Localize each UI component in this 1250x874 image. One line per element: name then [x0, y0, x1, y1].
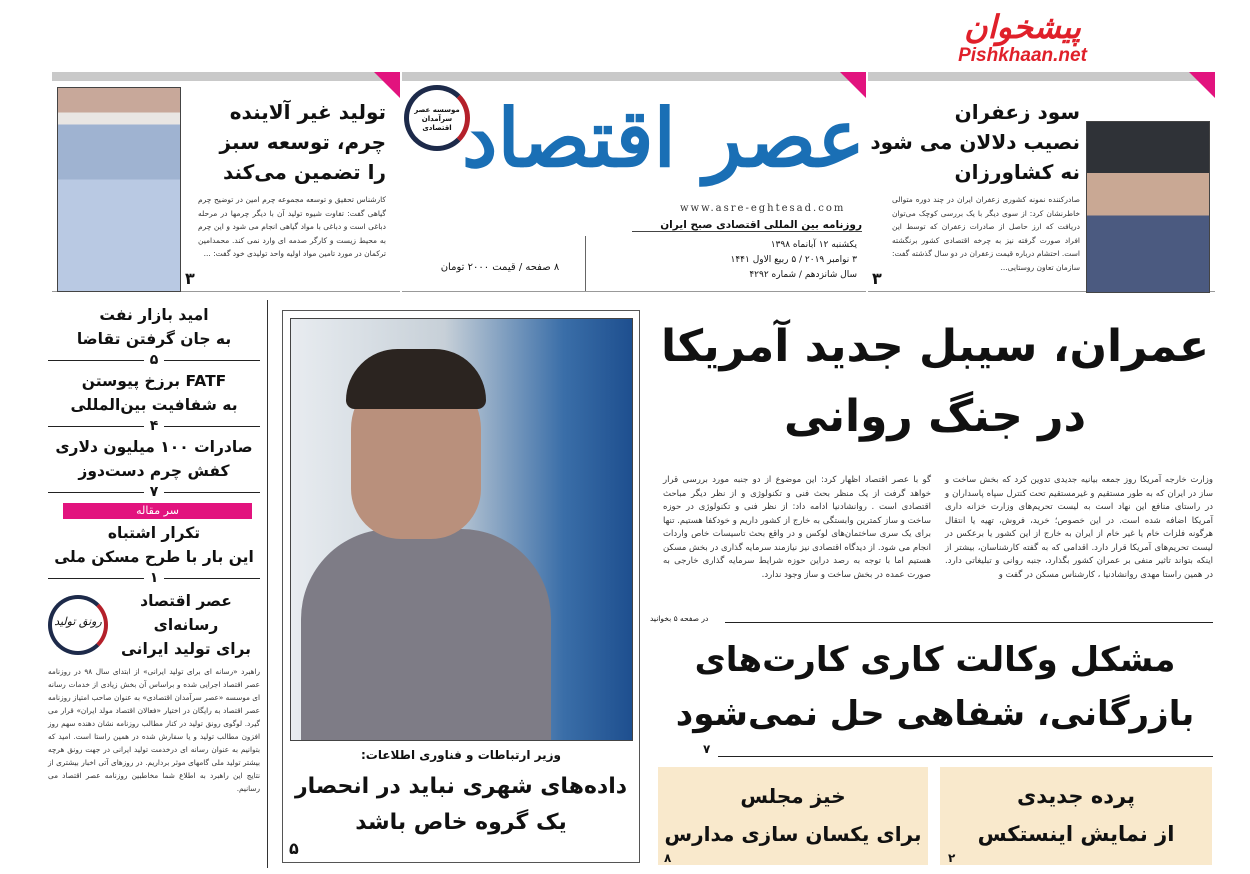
rooneq-tolid-seal-icon: رونق تولید — [48, 595, 108, 655]
feature-body: راهبرد «رسانه ای برای تولید ایرانی» از ابتدای سال ۹۸ در روزنامه عصر اقتصاد اجرایی شده و براساس آن بخش زیادی از خدمات رسانه ای موسسه «عصر سرآمدان اقتصادی» به عنوان صاحب امتیاز روزنامه عصر اقتصاد به رایگان در اختیار «فعالان اقتصاد مولد ایران» قرار می گیرد. لوگوی رونق تولید در کنار مطالب روزنامه نشان دهنده سهم روز افزون مطالب تولید و یا سفارش شده در همین راستا است. امید که بتوانیم به عنوان رسانه ای درخدمت تولید ایرانی در جهت رونق هرچه بیشتر تولید ملی گامهای موثر برداریم. در روزهای آتی اخبار بیشتری از نتایج این راهبرد به اطلاع شما مخاطبین روزنامه عصر اقتصاد می رسانیم. — [48, 667, 260, 793]
editorial-item[interactable]: تکرار اشتباه این بار با طرح مسکن ملی ۱ — [48, 521, 260, 587]
page-number: ۳ — [872, 269, 882, 288]
editorial-label: سر مقاله — [63, 503, 252, 519]
price: ۸ صفحه / قیمت ۲۰۰۰ تومان — [440, 262, 560, 273]
sidebar-item[interactable]: FATF برزخ پیوستن به شفافیت بین‌المللی ۴ — [48, 369, 260, 435]
minister-photo — [290, 318, 633, 741]
kicker: وزیر ارتباطات و فناوری اطلاعات: — [360, 748, 562, 762]
portrait-photo — [1086, 121, 1210, 293]
portrait-photo — [57, 87, 181, 292]
sidebar — [48, 303, 260, 795]
page-number: ۵ — [289, 839, 299, 858]
second-headline[interactable]: مشکل وکالت کاری کارت‌های بازرگانی، شفاهی حل نمی‌شود — [675, 640, 1195, 734]
watermark-en: Pishkhaan.net — [958, 45, 1087, 66]
page-number: ۷ — [703, 742, 711, 756]
lead-column-left: گو با عصر اقتصاد اظهار کرد: این موضوع از دو جنبه مورد بررسی قرار خواهد گرفت از یک منظر بحث فنی و تکنولوژی و از نظر دیگر مباحث اقتصادی است . روانشادنیا ادامه داد: از نظر فنی و تکنولوژی در حوزه ساخت و ساز کمترین وابستگی به خارج از کشور داریم و خودکفا هستیم. تنها برای یک سری ساختمان‌های لوکس و در واقع بحث تاسیسات خاص واردات انجام می شود. از دیدگاه اقتصادی نیز نیازمند سرمایه گذاری در بخش مسکن هستیم اما با توجه به رصد دراین حوزه شرایط سرمایه گذاری خارجی به صورت عمده در بخش ساخت و ساز وجود ندارد. — [663, 475, 931, 580]
continue-link[interactable]: در صفحه ۵ بخوانید — [650, 614, 709, 623]
lead-column-right: وزارت خارجه آمریکا روز جمعه بیانیه جدیدی تدوین کرد که بخش ساخت و ساز در ایران که به طور مستقیم و غیرمستقیم تحت کنترل سپاه پاسداران و در راستای منافع این نهاد است به لیست تحریم‌های وزارت خزانه داری آمریکا اضافه شده است. در این خصوص؛ خرید، فروش، تهیه یا انتقال هرگونه فلزات خام یا غیر خام از ایران به خارج از این کشور یا برعکس در لیست تحریم‌های آمریکا قرار دارد. اقدامی که به گفته کارشناسان، بیشتر از اینکه بتواند تاثیر منفی بر عمران کشور بگذارد، جنبه روانی و تبلیغاتی دارد. در همین راستا مهدی روانشادنیا ، کارشناس مسکن در گفت و — [945, 475, 1213, 580]
feature-head[interactable]: عصر اقتصاد رسانه‌ای برای تولید ایرانی رونق تولید — [48, 589, 260, 661]
headline: سود زعفران نصیب دلالان می شود نه کشاورزان — [870, 100, 1080, 184]
teaser-top-left[interactable] — [52, 72, 400, 292]
teaser-body: صادرکننده نمونه کشوری زعفران ایران در چند دوره متوالی خاطرنشان کرد: از سوی دیگر با یک بررسی کوچک می‌توان دریافت که ارز حاصل از صادرات زعفران که توسط این افراد صورت گرفته نیز به چرخه اقتصادی کشور برنگشته است. احتشام درباره قیمت زعفران در دو سال گذشته گفت: سازمان تعاون روستایی... — [892, 195, 1080, 272]
headline: تولید غیر آلاینده چرم، توسعه سبز را تضمین می‌کند — [219, 100, 386, 184]
box-majlis[interactable]: خیز مجلس برای یکسان سازی مدارس ۸ — [658, 767, 928, 865]
date-block: یکشنبه ۱۲ آبانماه ۱۳۹۸ ۳ نوامبر ۲۰۱۹ / ۵ ربیع الاول ۱۴۴۱ سال شانزدهم / شماره ۴۲۹۲ — [730, 240, 857, 280]
sidebar-item[interactable]: صادرات ۱۰۰ میلیون دلاری کفش چرم دست‌دوز ۷ — [48, 435, 260, 501]
photo-story[interactable] — [282, 310, 640, 863]
teaser-top-right[interactable] — [868, 72, 1215, 292]
seal-icon: موسسه عصر سرآمدان اقتصادی — [404, 85, 470, 151]
watermark-fa: پیشخوان — [964, 8, 1081, 46]
sidebar-item[interactable]: امید بازار نفت به جان گرفتن تقاضا ۵ — [48, 303, 260, 369]
page-number: ۳ — [185, 269, 195, 288]
tagline: روزنامه بین المللی اقتصادی صبح ایران — [632, 219, 862, 232]
teaser-body: کارشناس تحقیق و توسعه مجموعه چرم امین در توضیح چرم گیاهی گفت: تفاوت شیوه تولید آن با دیگر چرمها در مرحله دباغی است و دباغی با مواد گیاهی انجام می شود و این چرم به محیط زیست و کارگر صدمه ای وارد نمی کند. محمدامین ترکمان در مورد تامین مواد اولیه واحد تولیدی خود گفت: ... — [198, 195, 386, 258]
headline: داده‌های شهری نباید در انحصار یک گروه خاص باشد — [294, 774, 628, 835]
pishkhaan-watermark — [955, 8, 1090, 66]
logo: عصر اقتصاد — [461, 91, 865, 185]
website-url[interactable]: www.asre-eghtesad.com — [680, 203, 846, 214]
box-instex[interactable]: پرده جدیدی از نمایش اینستکس ۲ — [940, 767, 1212, 865]
lead-headline[interactable]: عمران، سیبل جدید آمریکا در جنگ روانی — [660, 321, 1210, 442]
